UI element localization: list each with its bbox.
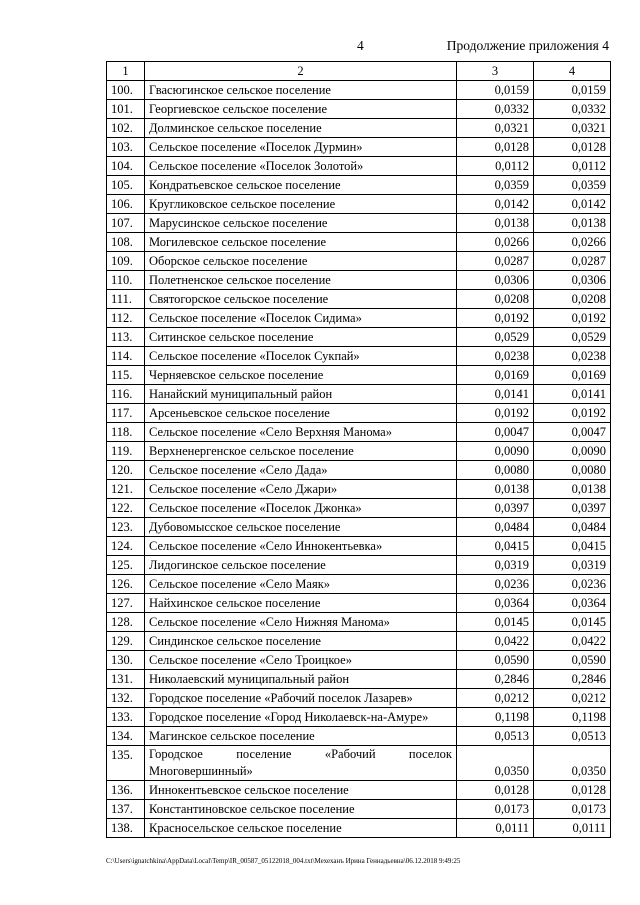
file-path-footer: C:\Users\ignatchkina\AppData\Local\Temp\IR_00587_05122018_004.txt\Мехеханъ Ирина Геннадьевна\06.12.2018 9:49:25: [106, 857, 461, 865]
value-col3: 0,0319: [457, 556, 534, 575]
table-row: [107, 176, 611, 195]
value-col4: 0,0513: [534, 727, 611, 746]
row-number: 128.: [107, 613, 145, 632]
value-col3: 0,0397: [457, 499, 534, 518]
value-col4: 0,0173: [534, 800, 611, 819]
municipality-name: Сельское поселение «Село Дада»: [145, 461, 457, 480]
table-row: [107, 271, 611, 290]
municipality-name: Ситинское сельское поселение: [145, 328, 457, 347]
row-number: 112.: [107, 309, 145, 328]
value-col4: 0,0529: [534, 328, 611, 347]
row-number: 131.: [107, 670, 145, 689]
municipality-name: Сельское поселение «Село Нижняя Манома»: [145, 613, 457, 632]
value-col4: 0,0266: [534, 233, 611, 252]
table-row: [107, 138, 611, 157]
municipality-name: Лидогинское сельское поселение: [145, 556, 457, 575]
column-header: 4: [534, 62, 611, 81]
table-row: [107, 537, 611, 556]
row-number: 136.: [107, 781, 145, 800]
value-col3: 0,0306: [457, 271, 534, 290]
value-col4: 0,0111: [534, 819, 611, 838]
value-col4: 0,0590: [534, 651, 611, 670]
row-number: 120.: [107, 461, 145, 480]
row-number: 130.: [107, 651, 145, 670]
row-number: 137.: [107, 800, 145, 819]
value-col4: 0,0422: [534, 632, 611, 651]
row-number: 116.: [107, 385, 145, 404]
table-row: [107, 613, 611, 632]
municipality-name: Сельское поселение «Село Маяк»: [145, 575, 457, 594]
table-row: [107, 746, 611, 781]
value-col4: 0,0159: [534, 81, 611, 100]
table-row: [107, 442, 611, 461]
value-col3: 0,0359: [457, 176, 534, 195]
table-row: [107, 214, 611, 233]
value-col4: 0,0128: [534, 781, 611, 800]
municipality-name: Полетненское сельское поселение: [145, 271, 457, 290]
table-row: [107, 290, 611, 309]
municipality-name: Сельское поселение «Село Троицкое»: [145, 651, 457, 670]
municipality-name: Магинское сельское поселение: [145, 727, 457, 746]
value-col4: 0,0306: [534, 271, 611, 290]
municipality-name: Сельское поселение «Поселок Джонка»: [145, 499, 457, 518]
table-row: [107, 632, 611, 651]
table-row: [107, 385, 611, 404]
row-number: 121.: [107, 480, 145, 499]
row-number: 108.: [107, 233, 145, 252]
value-col4: 0,0169: [534, 366, 611, 385]
table-row: [107, 328, 611, 347]
value-col3: 0,2846: [457, 670, 534, 689]
municipality-name: Константиновское сельское поселение: [145, 800, 457, 819]
value-col4: 0,0350: [534, 746, 611, 781]
municipality-name: Иннокентьевское сельское поселение: [145, 781, 457, 800]
value-col3: 0,0266: [457, 233, 534, 252]
value-col3: 0,0128: [457, 781, 534, 800]
municipality-name: Черняевское сельское поселение: [145, 366, 457, 385]
value-col3: 0,0142: [457, 195, 534, 214]
row-number: 104.: [107, 157, 145, 176]
row-number: 134.: [107, 727, 145, 746]
table-row: [107, 404, 611, 423]
value-col4: 0,0141: [534, 385, 611, 404]
row-number: 125.: [107, 556, 145, 575]
value-col3: 0,0090: [457, 442, 534, 461]
value-col3: 0,0173: [457, 800, 534, 819]
value-col3: 0,0080: [457, 461, 534, 480]
table-row: [107, 727, 611, 746]
value-col3: 0,0159: [457, 81, 534, 100]
row-number: 110.: [107, 271, 145, 290]
row-number: 111.: [107, 290, 145, 309]
table-row: [107, 157, 611, 176]
table-row: [107, 423, 611, 442]
table-row: [107, 689, 611, 708]
value-col3: 0,0169: [457, 366, 534, 385]
value-col4: 0,1198: [534, 708, 611, 727]
row-number: 103.: [107, 138, 145, 157]
table-row: [107, 575, 611, 594]
table-row: [107, 556, 611, 575]
value-col3: 0,0364: [457, 594, 534, 613]
value-col4: 0,0128: [534, 138, 611, 157]
row-number: 124.: [107, 537, 145, 556]
value-col4: 0,0238: [534, 347, 611, 366]
row-number: 101.: [107, 100, 145, 119]
value-col4: 0,0138: [534, 214, 611, 233]
value-col4: 0,0142: [534, 195, 611, 214]
row-number: 132.: [107, 689, 145, 708]
municipality-name: Сельское поселение «Село Верхняя Манома»: [145, 423, 457, 442]
municipality-name: Сельское поселение «Село Джари»: [145, 480, 457, 499]
table-row: [107, 366, 611, 385]
value-col3: 0,0138: [457, 214, 534, 233]
value-col4: 0,2846: [534, 670, 611, 689]
table-row: [107, 309, 611, 328]
value-col4: 0,0090: [534, 442, 611, 461]
value-col3: 0,0350: [457, 746, 534, 781]
row-number: 133.: [107, 708, 145, 727]
value-col3: 0,0141: [457, 385, 534, 404]
value-col3: 0,0145: [457, 613, 534, 632]
value-col4: 0,0236: [534, 575, 611, 594]
page-number: 4: [357, 38, 364, 53]
table-row: [107, 594, 611, 613]
value-col3: 0,0321: [457, 119, 534, 138]
value-col3: 0,0238: [457, 347, 534, 366]
table-row: [107, 233, 611, 252]
value-col4: 0,0112: [534, 157, 611, 176]
table-row: [107, 670, 611, 689]
row-number: 115.: [107, 366, 145, 385]
table-header-row: [107, 62, 611, 81]
table-row: [107, 781, 611, 800]
value-col3: 0,0484: [457, 518, 534, 537]
value-col4: 0,0321: [534, 119, 611, 138]
municipality-name: Гвасюгинское сельское поселение: [145, 81, 457, 100]
table-row: [107, 480, 611, 499]
value-col3: 0,0192: [457, 309, 534, 328]
row-number: 106.: [107, 195, 145, 214]
municipality-name: Сельское поселение «Поселок Сукпай»: [145, 347, 457, 366]
value-col3: 0,0529: [457, 328, 534, 347]
value-col3: 0,0332: [457, 100, 534, 119]
value-col3: 0,0047: [457, 423, 534, 442]
row-number: 127.: [107, 594, 145, 613]
table-row: [107, 119, 611, 138]
value-col3: 0,0513: [457, 727, 534, 746]
table-row: [107, 499, 611, 518]
table-row: [107, 518, 611, 537]
table-row: [107, 347, 611, 366]
value-col3: 0,0287: [457, 252, 534, 271]
row-number: 119.: [107, 442, 145, 461]
municipality-name: Кругликовское сельское поселение: [145, 195, 457, 214]
municipality-name: Сельское поселение «Село Иннокентьевка»: [145, 537, 457, 556]
municipality-name: Сельское поселение «Поселок Дурмин»: [145, 138, 457, 157]
row-number: 123.: [107, 518, 145, 537]
table-body: [107, 81, 611, 838]
value-col3: 0,0236: [457, 575, 534, 594]
value-col3: 0,0590: [457, 651, 534, 670]
value-col3: 0,0138: [457, 480, 534, 499]
value-col4: 0,0208: [534, 290, 611, 309]
municipality-name: Городское поселение «Рабочий поселок Лазарев»: [145, 689, 457, 708]
value-col4: 0,0212: [534, 689, 611, 708]
value-col4: 0,0145: [534, 613, 611, 632]
row-number: 114.: [107, 347, 145, 366]
municipality-name: Найхинское сельское поселение: [145, 594, 457, 613]
value-col4: 0,0359: [534, 176, 611, 195]
table-row: [107, 819, 611, 838]
value-col4: 0,0192: [534, 404, 611, 423]
value-col4: 0,0319: [534, 556, 611, 575]
table-row: [107, 651, 611, 670]
table-row: [107, 100, 611, 119]
table-row: [107, 81, 611, 100]
municipality-name: Кондратьевское сельское поселение: [145, 176, 457, 195]
municipality-name: Городское поселение «Рабочий поселок Многовершинный»: [145, 746, 457, 781]
column-header: 1: [107, 62, 145, 81]
value-col3: 0,0212: [457, 689, 534, 708]
municipality-name: Могилевское сельское поселение: [145, 233, 457, 252]
table-row: [107, 252, 611, 271]
row-number: 135.: [107, 746, 145, 781]
row-number: 129.: [107, 632, 145, 651]
row-number: 105.: [107, 176, 145, 195]
value-col4: 0,0364: [534, 594, 611, 613]
municipality-name: Городское поселение «Город Николаевск-на-Амуре»: [145, 708, 457, 727]
value-col4: 0,0138: [534, 480, 611, 499]
value-col3: 0,0208: [457, 290, 534, 309]
municipality-name: Долминское сельское поселение: [145, 119, 457, 138]
value-col4: 0,0047: [534, 423, 611, 442]
table-row: [107, 800, 611, 819]
table-row: [107, 461, 611, 480]
column-header: 3: [457, 62, 534, 81]
column-header: 2: [145, 62, 457, 81]
row-number: 117.: [107, 404, 145, 423]
municipality-name: Синдинское сельское поселение: [145, 632, 457, 651]
municipality-name: Георгиевское сельское поселение: [145, 100, 457, 119]
value-col3: 0,0415: [457, 537, 534, 556]
municipality-name: Сельское поселение «Поселок Сидима»: [145, 309, 457, 328]
municipality-name: Оборское сельское поселение: [145, 252, 457, 271]
municipality-name: Дубовомысское сельское поселение: [145, 518, 457, 537]
value-col4: 0,0080: [534, 461, 611, 480]
value-col3: 0,0422: [457, 632, 534, 651]
row-number: 107.: [107, 214, 145, 233]
value-col3: 0,0192: [457, 404, 534, 423]
row-number: 118.: [107, 423, 145, 442]
value-col3: 0,0112: [457, 157, 534, 176]
value-col4: 0,0415: [534, 537, 611, 556]
municipality-name: Нанайский муниципальный район: [145, 385, 457, 404]
row-number: 102.: [107, 119, 145, 138]
value-col4: 0,0287: [534, 252, 611, 271]
municipality-name: Арсеньевское сельское поселение: [145, 404, 457, 423]
municipality-name: Верхненергенское сельское поселение: [145, 442, 457, 461]
continuation-title: Продолжение приложения 4: [446, 38, 609, 53]
row-number: 109.: [107, 252, 145, 271]
municipality-name: Святогорское сельское поселение: [145, 290, 457, 309]
value-col4: 0,0397: [534, 499, 611, 518]
municipality-name: Марусинское сельское поселение: [145, 214, 457, 233]
row-number: 122.: [107, 499, 145, 518]
row-number: 126.: [107, 575, 145, 594]
municipality-name: Красносельское сельское поселение: [145, 819, 457, 838]
value-col3: 0,0128: [457, 138, 534, 157]
municipality-name: Николаевский муниципальный район: [145, 670, 457, 689]
row-number: 100.: [107, 81, 145, 100]
table-row: [107, 708, 611, 727]
value-col3: 0,1198: [457, 708, 534, 727]
row-number: 138.: [107, 819, 145, 838]
value-col4: 0,0192: [534, 309, 611, 328]
value-col3: 0,0111: [457, 819, 534, 838]
value-col4: 0,0332: [534, 100, 611, 119]
table-row: [107, 195, 611, 214]
row-number: 113.: [107, 328, 145, 347]
allocation-table: [106, 61, 611, 838]
value-col4: 0,0484: [534, 518, 611, 537]
municipality-name: Сельское поселение «Поселок Золотой»: [145, 157, 457, 176]
